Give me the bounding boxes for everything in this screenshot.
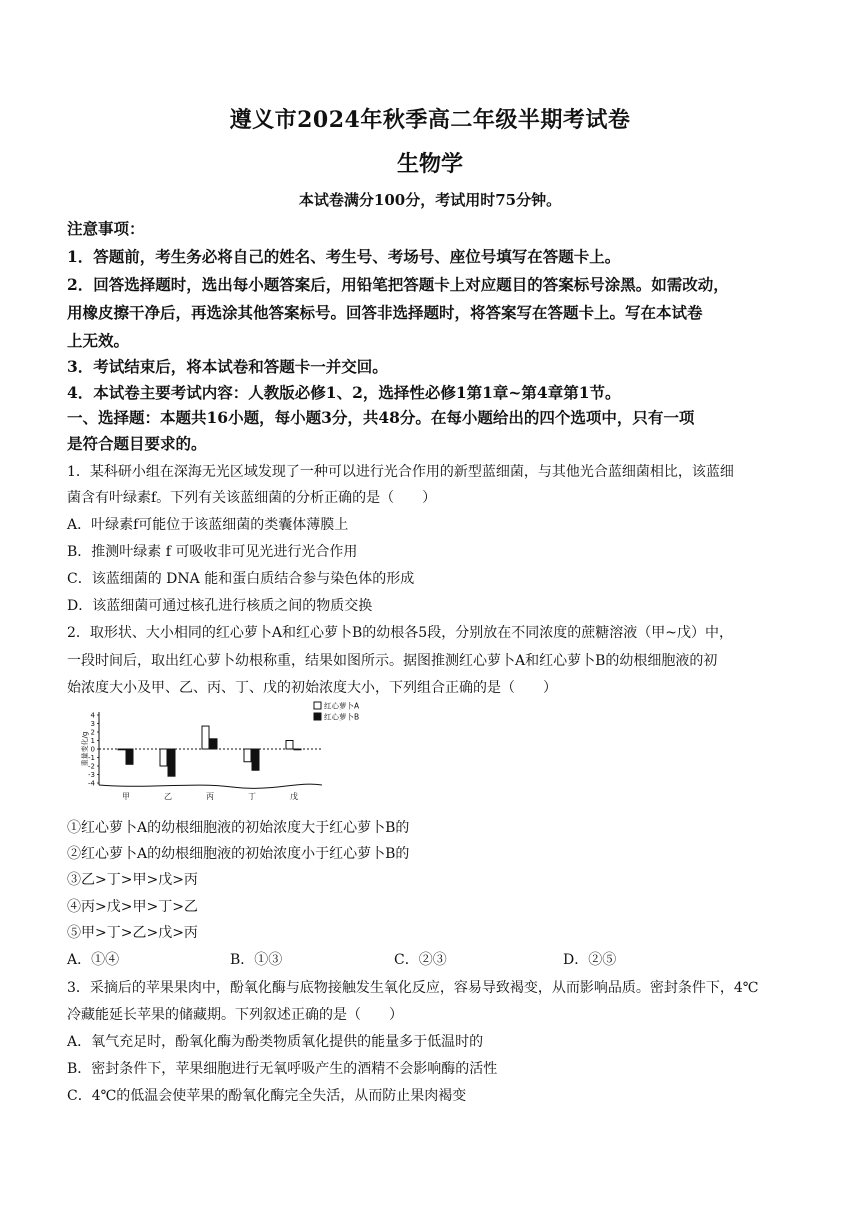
exam-title: 遵义市2024年秋季高二年级半期考试卷 bbox=[229, 107, 631, 133]
bar-b bbox=[210, 739, 217, 749]
x-tick-label: 乙 bbox=[164, 792, 172, 801]
q1-option-c: C．该蓝细菌的 DNA 能和蛋白质结合参与染色体的形成 bbox=[67, 571, 415, 587]
bar-a bbox=[118, 749, 125, 750]
q2-statement-1: ①红心萝卜A的幼根细胞液的初始浓度大于红心萝卜B的 bbox=[67, 820, 410, 836]
q2-stem-line-3: 始浓度大小及甲、乙、丙、丁、戊的初始浓度大小，下列组合正确的是（ ） bbox=[67, 680, 557, 696]
q3-option-c: C．4℃的低温会使苹果的酚氧化酶完全失活，从而防止果肉褐变 bbox=[67, 1088, 467, 1104]
y-axis-label: 重量变化/g bbox=[81, 731, 89, 767]
bar-b bbox=[126, 749, 133, 764]
q2-option-c: C．②③ bbox=[394, 952, 447, 968]
section-heading-line-2: 是符合题目要求的。 bbox=[67, 434, 207, 453]
bar-a bbox=[244, 749, 251, 762]
notice-heading: 注意事项： bbox=[67, 219, 145, 238]
q2-stem-line-2: 一段时间后，取出红心萝卜幼根称重，结果如图所示。据图推测红心萝卜A和红心萝卜B的幼根细胞液的初 bbox=[67, 653, 718, 669]
legend-label: 红心萝卜B bbox=[324, 712, 360, 722]
y-tick-label: 3 bbox=[90, 720, 95, 728]
q2-option-d: D．②⑤ bbox=[563, 952, 617, 968]
y-tick-label: -3 bbox=[88, 771, 95, 779]
section-heading-line-1: 一、选择题：本题共16小题，每小题3分，共48分。在每小题给出的四个选项中，只有一项 bbox=[67, 408, 695, 427]
x-tick-label: 丁 bbox=[248, 792, 256, 801]
bar-b bbox=[252, 749, 259, 770]
q3-stem-line-1: 3．采摘后的苹果果肉中，酚氧化酶与底物接触发生氧化反应，容易导致褐变，从而影响品质。密封条件下，4℃ bbox=[67, 980, 759, 996]
q2-stem-line-1: 2．取形状、大小相同的红心萝卜A和红心萝卜B的幼根各5段，分别放在不同浓度的蔗糖溶液（甲~戊）中， bbox=[67, 625, 733, 641]
q1-stem-line-1: 1．某科研小组在深海无光区域发现了一种可以进行光合作用的新型蓝细菌，与其他光合蓝细菌相比，该蓝细 bbox=[67, 464, 734, 480]
bar-a bbox=[160, 749, 167, 766]
q2-statement-5: ⑤甲>丁>乙>戊>丙 bbox=[67, 925, 198, 941]
notice-line-2: 2．回答选择题时，选出每小题答案后，用铅笔把答题卡上对应题目的答案标号涂黑。如需改动， bbox=[67, 275, 729, 294]
q2-statement-4: ④丙>戊>甲>丁>乙 bbox=[67, 899, 198, 915]
q3-stem-line-2: 冷藏能延长苹果的储藏期。下列叙述正确的是（ ） bbox=[67, 1007, 403, 1023]
x-tick-label: 戊 bbox=[290, 792, 298, 801]
notice-line-3: 用橡皮擦干净后，再选涂其他答案标号。回答非选择题时，将答案写在答题卡上。写在本试卷 bbox=[67, 303, 703, 322]
q2-option-a: A．①④ bbox=[67, 952, 120, 968]
y-tick-label: -1 bbox=[88, 754, 95, 762]
notice-line-6: 4．本试卷主要考试内容：人教版必修1、2，选择性必修1第1章~第4章第1节。 bbox=[67, 383, 621, 402]
bar-a bbox=[286, 741, 293, 750]
y-tick-label: -4 bbox=[88, 779, 95, 788]
legend-swatch bbox=[314, 713, 321, 720]
q2-statement-3: ③乙>丁>甲>戊>丙 bbox=[67, 872, 198, 888]
bar-b bbox=[168, 749, 175, 776]
y-tick-label: -2 bbox=[88, 762, 95, 771]
q2-option-b: B．①③ bbox=[230, 952, 283, 968]
q1-option-d: D．该蓝细菌可通过核孔进行核质之间的物质交换 bbox=[67, 598, 373, 614]
legend-label: 红心萝卜A bbox=[324, 701, 360, 711]
x-tick-label: 甲 bbox=[122, 792, 130, 801]
notice-line-4: 上无效。 bbox=[67, 331, 130, 350]
chart-baseline bbox=[99, 784, 322, 788]
bar-a bbox=[202, 726, 209, 749]
bar-b bbox=[294, 749, 301, 750]
exam-info: 本试卷满分100分，考试用时75分钟。 bbox=[298, 191, 562, 209]
q3-option-b: B．密封条件下，苹果细胞进行无氧呼吸产生的酒精不会影响酶的活性 bbox=[67, 1061, 498, 1077]
legend-swatch bbox=[314, 702, 321, 709]
q3-option-a: A．氧气充足时，酚氧化酶为酚类物质氧化提供的能量多于低温时的 bbox=[67, 1034, 484, 1050]
y-tick-label: 0 bbox=[90, 745, 95, 754]
x-tick-label: 丙 bbox=[206, 792, 214, 801]
weight-change-bar-chart bbox=[82, 701, 378, 807]
notice-line-1: 1．答题前，考生务必将自己的姓名、考生号、考场号、座位号填写在答题卡上。 bbox=[67, 247, 621, 266]
y-tick-label: 4 bbox=[90, 711, 95, 720]
y-tick-label: 1 bbox=[90, 737, 95, 745]
notice-line-5: 3．考试结束后，将本试卷和答题卡一并交回。 bbox=[67, 357, 388, 376]
y-tick-label: 2 bbox=[90, 728, 95, 737]
q1-option-a: A．叶绿素f可能位于该蓝细菌的类囊体薄膜上 bbox=[67, 517, 349, 533]
q2-statement-2: ②红心萝卜A的幼根细胞液的初始浓度小于红心萝卜B的 bbox=[67, 846, 410, 862]
q1-stem-line-2: 菌含有叶绿素f。下列有关该蓝细菌的分析正确的是（ ） bbox=[67, 490, 437, 506]
subject-title: 生物学 bbox=[396, 151, 463, 177]
q1-option-b: B．推测叶绿素 f 可吸收非可见光进行光合作用 bbox=[67, 544, 358, 560]
